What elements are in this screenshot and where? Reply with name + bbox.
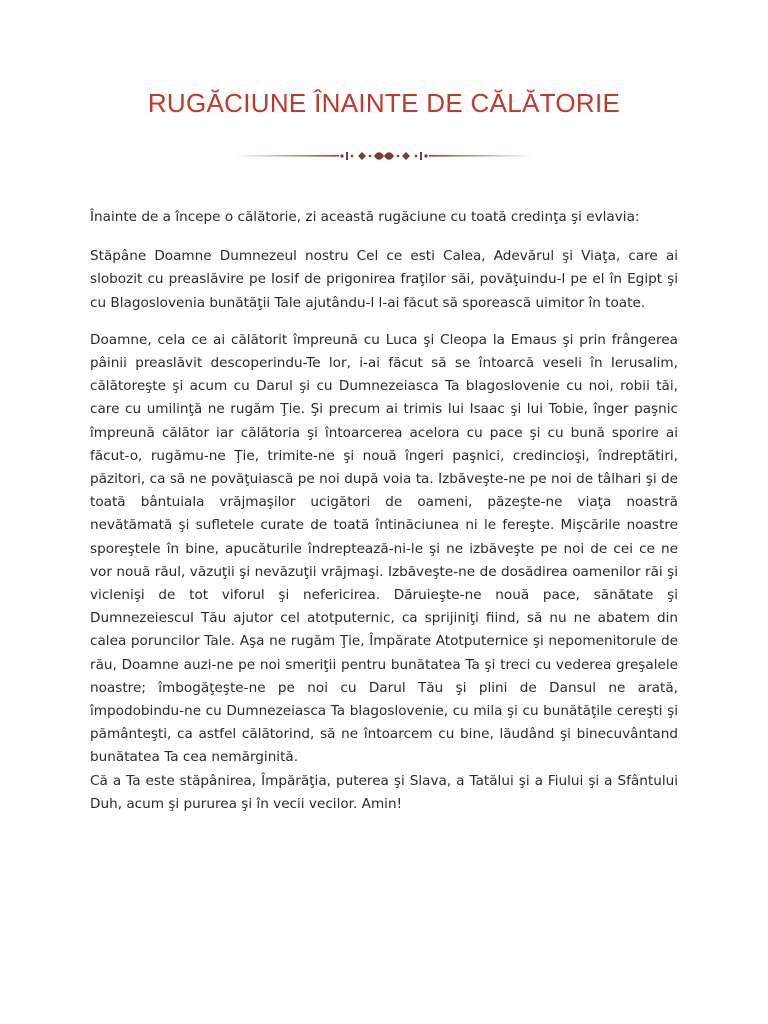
paragraph-2: Doamne, cela ce ai călătorit împreună cu Luca şi Cleopa la Emaus şi prin frângerea pâinii preaslăvit descoperindu-Te lor, i-ai făcut să se întoarcă veseli în Ierusalim, călătoreşte şi acum cu Darul şi cu Dumnezeiasca Ta blagoslovenie cu noi, robii tăi, care cu umilinţă ne rugăm Ţie. Şi precum ai trimis lui Isaac şi lui Tobie, înger paşnic împreună călător iar călătoria şi întoarcerea acelora cu pace şi cu bună sporire ai făcut-o, rugămu-ne Ţie, trimite-ne şi nouă îngeri paşnici, credincioşi, îndreptătiri, păzitori, ca să ne povăţuiască pe noi după voia ta. Izbăveşte-ne pe noi de tâlhari şi de toată bântuiala vrăjmaşilor ucigători de oameni, păzeşte-ne viaţa noastră nevătămată şi sufletele curate de toată întinăciunea ni le fereşte. Mişcările noastre sporeştele în bine, apucăturile îndreptează-ni-le şi ne izbăveşte pe noi de cei ce ne vor nouă răul, văzuţii şi nevăzuţii vrăjmaşi. Izbăveşte-ne de dosădirea oamenilor răi şi viclenişi de tot viforul şi nefericirea. Dăruieşte-ne nouă pace, sănătate şi Dumnezeiescul Tău ajutor cel atotputernic, ca sprijiniţi fiind, să nu ne abatem din calea poruncilor Tale. Aşa ne rugăm Ţie, Împărate Atotputernice şi nepomenitorule de rău, Doamne auzi-ne pe noi smeriţii pentru bunătatea Ta şi treci cu vederea greşalele noastre; îmbogăţeşte-ne pe noi cu Darul Tău şi plini de Dansul ne arată, împodobindu-ne cu Dumnezeiasca Ta blagoslovenie, cu mila şi cu bunătăţile cereşti şi pământeşti, ca astfel călătorind, să ne întoarcem cu bine, lăudând şi binecuvântand bunătatea Ta cea nemărginită. xyxy=(90,331,678,766)
document-body xyxy=(90,206,678,830)
paragraph-3: Că a Ta este stăpânirea, Împărăţia, puterea şi Slava, a Tatălui şi a Fiului şi a Sfântului Duh, acum şi pururea şi în vecii vecilor. Amin! xyxy=(90,772,678,812)
paragraph-1: Stăpâne Doamne Dumnezeul nostru Cel ce esti Calea, Adevărul şi Viaţa, care ai slobozit cu preaslăvire pe Iosif de prigonirea fraţilor săi, povăţuindu-l pe el în Egipt şi cu Blagoslovenia bunătăţii Tale ajutându-l l-ai făcut să sporească uimitor în toate. xyxy=(90,248,678,311)
page-title: RUGĂCIUNE ÎNAINTE DE CĂLĂTORIE xyxy=(147,88,621,118)
intro-paragraph: Înainte de a începe o călătorie, zi această rugăciune cu toată credinţa şi evlavia: xyxy=(90,209,640,225)
ornament-divider-icon xyxy=(234,146,534,166)
